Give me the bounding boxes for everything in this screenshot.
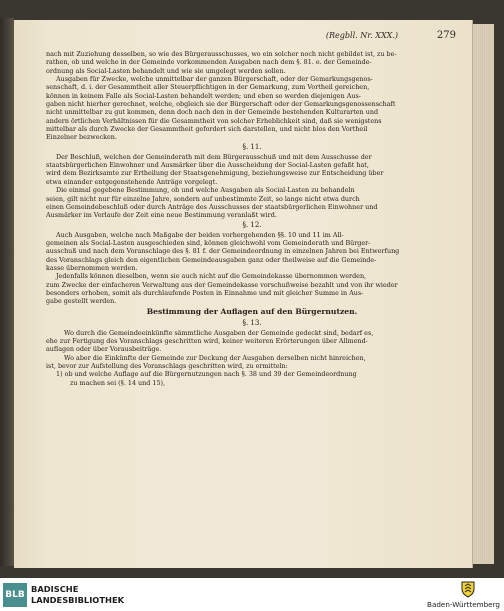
text-line: des Voranschlags gleich den eigentlichen Gemeindeausgaben ganz oder theilweise auf die Gemeinde-: [46, 255, 377, 264]
text-line: wird dem Bezirksamte zur Ertheilung der Staatsgenehmigung, beziehungsweise zur Entscheidung über: [46, 169, 384, 178]
text-line: nach mit Zuziehung desselben, so wie des Bürgerausschusses, wo ein solcher noch nicht gebildet ist, zu be-: [46, 50, 397, 58]
text-line: seien, gilt nicht nur für einzelne Jahre, sondern auf unbestimmte Zeit, so lange nicht etwa durch: [46, 194, 360, 203]
paragraph-block-d: [46, 329, 458, 387]
state-label: Baden-Württemberg: [427, 600, 500, 609]
text-line: zum Zwecke der einfacheren Verwaltung aus der Gemeindekasse vorschußweise bezahlt und von ihr wieder: [46, 280, 398, 289]
text-line: Die einmal gegebene Bestimmung, ob und welche Ausgaben als Social-Lasten zu behandeln: [56, 186, 355, 195]
text-line: Auch Ausgaben, welche nach Maßgabe der beiden vorhergehenden §§. 10 und 11 im All-: [56, 230, 344, 239]
text-line: staatsbürgerlichen Einwohner und Ausmärker über die Ausscheidung der Social-Lasten gefaßt hat,: [46, 161, 369, 170]
text-line: Einzelner bezwecken.: [46, 133, 117, 142]
text-line: etwa einander entgegenstehende Anträge vorgelegt.: [46, 177, 218, 186]
text-line: gaben nicht hierher gerechnet, welche, obgleich sie der Bürgerschaft oder der Gemarkungsgenossenschaft: [46, 100, 396, 109]
text-line: gabe gestellt werden.: [46, 297, 117, 306]
library-name: [31, 584, 124, 606]
text-line: ausschuß und nach dem Voranschlage des §. 81 f. der Gemeindeordnung in einzelnen Jahren bei Entwerfung: [46, 247, 400, 256]
subheading-auflagen: Bestimmung der Auflagen auf den Bürgernutzen.: [146, 306, 358, 316]
library-footer: [0, 578, 504, 611]
text-line: können in keinem Falle als Social-Lasten behandelt werden; und eben so werden diejenigen Aus-: [46, 91, 361, 100]
text-line: zu machen sei (§. 14 und 15),: [70, 378, 166, 387]
page-number: 279: [436, 30, 456, 41]
blb-logo-icon: BLB: [3, 583, 27, 607]
text-line: ist, bevor zur Aufstellung des Voranschlags geschritten wird, zu ermitteln:: [46, 362, 288, 370]
text-line: besonders erhoben, somit als durchlaufende Posten in Einnahme und mit gleicher Summe in Aus-: [46, 288, 364, 297]
text-line: einen Gemeindebeschluß oder durch Anträge des Ausschusses der staatsbürgerlichen Einwohner und: [46, 202, 378, 211]
text-line: kasse übernommen werden.: [46, 263, 138, 272]
text-line: Jedenfalls können dieselben, wenn sie auch nicht auf die Gemeindekasse übernommen werden,: [56, 272, 367, 281]
library-name-line1: BADISCHE: [31, 584, 79, 594]
text-line: nicht unmittelbar zu gut kommen, denn doch nach den in der Gemeinde bestehenden Kulturarten und: [46, 108, 379, 117]
text-line: ehe zur Fertigung des Voranschlags geschritten wird, keiner weiteren Erörterungen über Allmend-: [46, 336, 368, 345]
text-line: Wo durch die Gemeindeeinkünfte sämmtliche Ausgaben der Gemeinde gedeckt sind, bedarf es,: [64, 328, 374, 337]
section-heading-11: §. 11.: [242, 142, 262, 151]
text-line: 1) ob und welche Auflage auf die Bürgernutzungen nach §. 38 und 39 der Gemeindeordnung: [56, 370, 357, 379]
paragraph-block-c: [46, 231, 458, 306]
text-line: rathen, ob und welche in der Gemeinde vorkommenden Ausgaben nach dem §. 81. e. der Gemeinde-: [46, 58, 372, 67]
text-line: ordnung als Social-Lasten behandelt und wie sie umgelegt werden sollen.: [46, 66, 286, 75]
paragraph-block-a: [46, 50, 458, 142]
text-line: Wo aber die Einkünfte der Gemeinde zur Deckung der Ausgaben derselben nicht hinreichen,: [64, 353, 366, 362]
text-line: gemeinen als Social-Lasten ausgeschieden sind, können gleichwohl vom Gemeinderath und Bürger-: [46, 238, 371, 247]
text-line: Der Beschluß, welchen der Gemeinderath mit dem Bürgerausschuß und mit dem Ausschusse der: [56, 152, 372, 161]
header-reference: (Regbll. Nr. XXX.): [325, 31, 398, 40]
text-line: auflagen oder über Vorausbeiträge.: [46, 345, 162, 354]
text-line: Ausmärker im Verlaufe der Zeit eine neue Bestimmung veranlaßt wird.: [46, 211, 277, 220]
page-header: [54, 30, 458, 44]
paragraph-block-b: [46, 153, 458, 220]
book-left-edge: [0, 18, 14, 566]
book-page: [14, 20, 472, 568]
section-heading-13: §. 13.: [242, 318, 262, 327]
text-line: Ausgaben für Zwecke, welche unmittelbar der ganzen Bürgerschaft, oder der Gemarkungsgenos-: [56, 75, 373, 84]
text-line: mittelbar als durch Zwecke der Gesammtheit gefordert sich darstellen, und nicht blos den Vortheil: [46, 125, 368, 134]
text-line: andern örtlichen Verhältnissen für die Gesammtheit von solcher Erheblichkeit sind, daß sie wenigstens: [46, 116, 382, 125]
section-heading-12: §. 12.: [242, 220, 262, 229]
body-text: [46, 50, 458, 387]
state-coat-of-arms-icon: [459, 580, 477, 598]
page-edge-stack: [472, 24, 494, 564]
text-line: senschaft, d. i. der Gesammtheit aller Steuerpflichtigen in der Gemarkung, zum Vortheil gereichen,: [46, 83, 370, 92]
library-name-line2: LANDESBIBLIOTHEK: [31, 595, 125, 605]
